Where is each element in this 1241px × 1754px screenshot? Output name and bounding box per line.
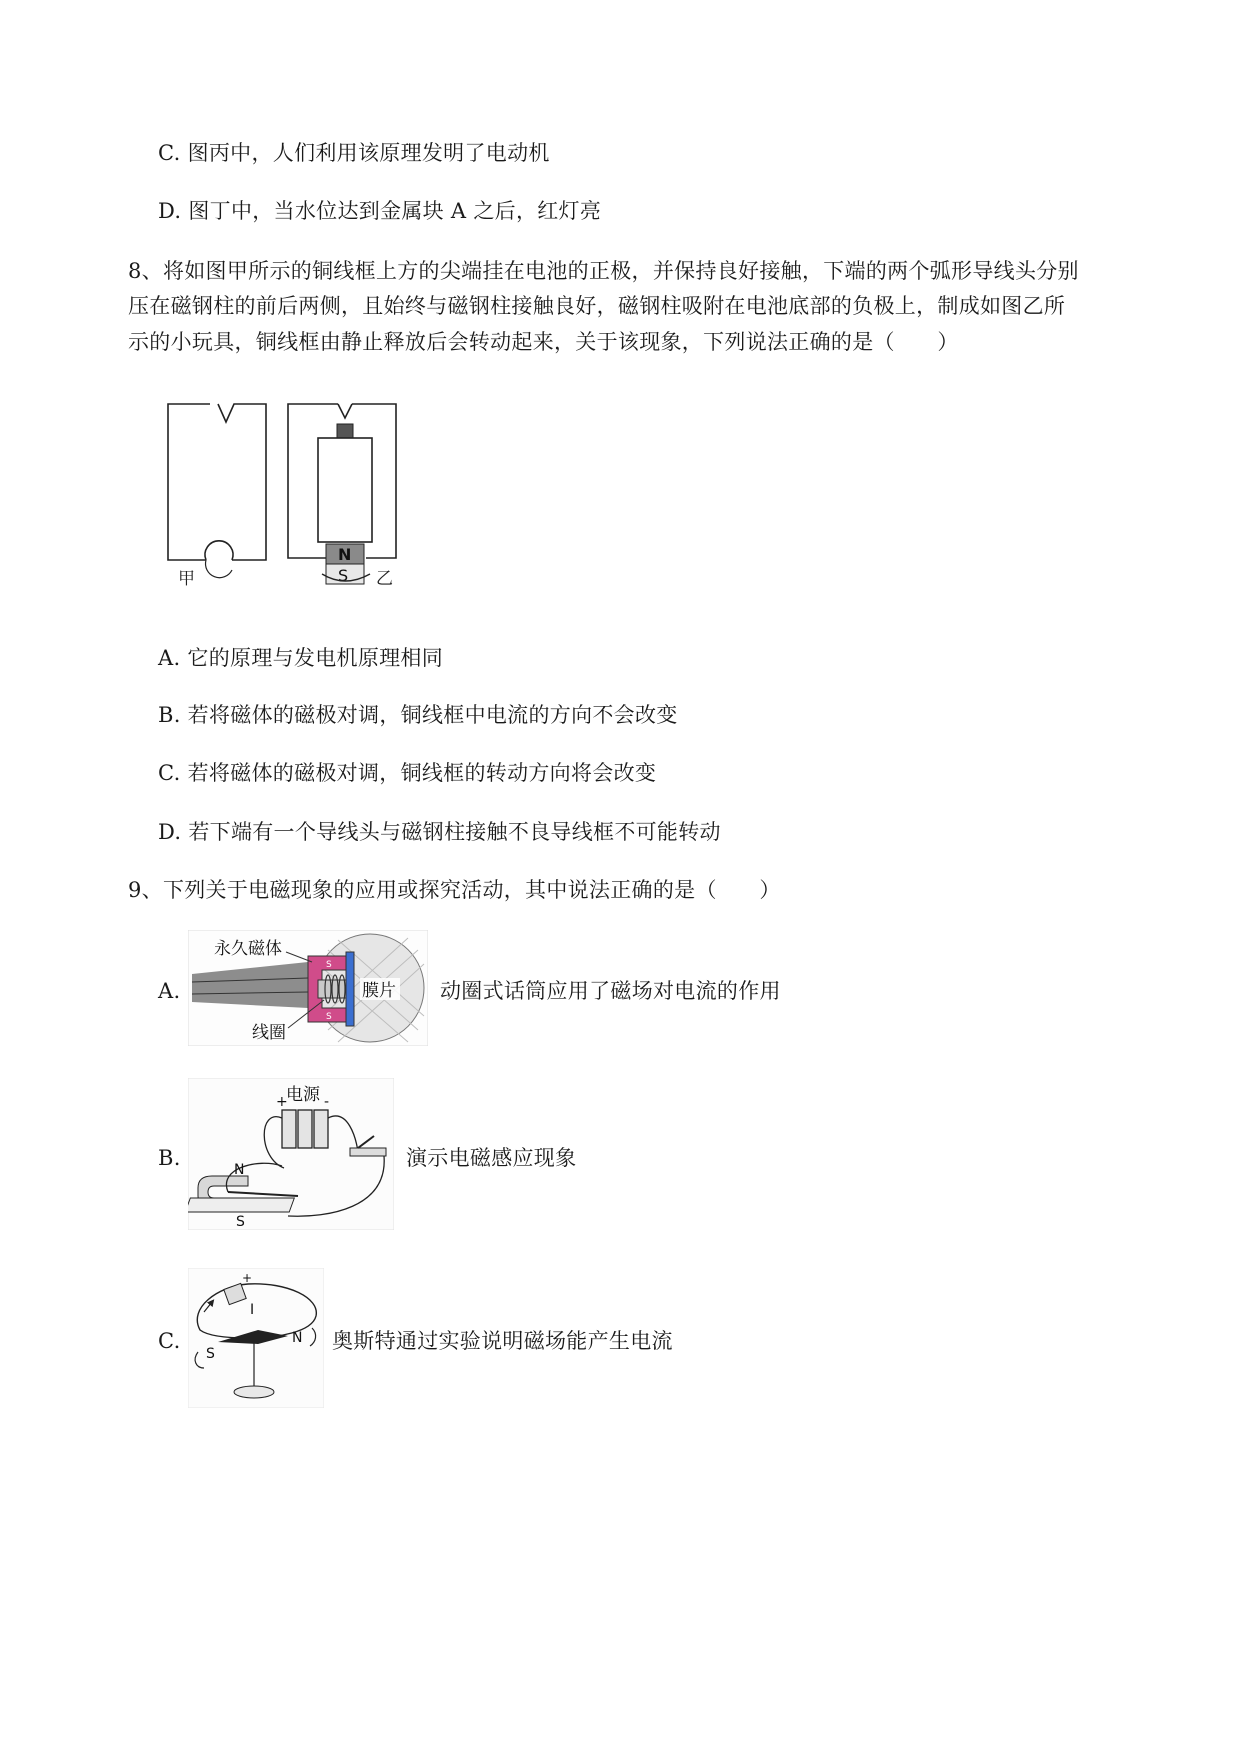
label-jia: 甲 [178, 569, 195, 589]
induction-figure [188, 1078, 394, 1230]
magnet-n-label-b: N [234, 1162, 245, 1178]
q9-option-c-letter: C. [158, 1329, 181, 1353]
magnet-n-label: N [338, 545, 352, 564]
q9-option-c-text: 奥斯特通过实验说明磁场能产生电流 [332, 1329, 673, 1353]
needle-s-label: S [206, 1346, 215, 1362]
permanent-magnet-label: 永久磁体 [214, 939, 282, 959]
q8-option-a: A. 它的原理与发电机原理相同 [158, 646, 444, 670]
q8-stem-line-1: 8、将如图甲所示的铜线框上方的尖端挂在电池的正极，并保持良好接触，下端的两个弧形导线头分别 [128, 259, 1079, 283]
label-yi: 乙 [376, 569, 393, 589]
magnet-s-label-b: S [236, 1214, 245, 1230]
q8-stem-line-2: 压在磁钢柱的前后两侧，且始终与磁钢柱接触良好，磁钢柱吸附在电池底部的负极上，制成如图乙所 [128, 294, 1066, 318]
copper-frame-jia [168, 404, 266, 578]
power-supply-label: 电源 [286, 1085, 320, 1105]
q9-option-b-letter: B. [158, 1146, 181, 1170]
power-minus-label: - [324, 1094, 330, 1110]
battery-plus-label: + [242, 1271, 253, 1285]
q8-stem-line-3: 示的小玩具，铜线框由静止释放后会转动起来，关于该现象，下列说法正确的是（ ） [128, 330, 959, 354]
battery-body [318, 438, 372, 542]
needle-n-label: N [292, 1330, 303, 1346]
magnet-s-bottom: S [326, 1012, 332, 1022]
battery-pack [282, 1110, 328, 1148]
compass-stand [234, 1386, 274, 1398]
q9-stem: 9、下列关于电磁现象的应用或探究活动，其中说法正确的是（ ） [128, 878, 781, 902]
diaphragm [346, 952, 354, 1026]
q8-option-b: B. 若将磁体的磁极对调，铜线框中电流的方向不会改变 [158, 703, 678, 727]
current-label: I [250, 1302, 255, 1318]
q9-option-a-text: 动圈式话筒应用了磁场对电流的作用 [440, 979, 781, 1003]
power-plus-label: + [276, 1094, 288, 1110]
q7-option-c: C. 图丙中，人们利用该原理发明了电动机 [158, 141, 550, 165]
q9-option-a-letter: A. [158, 979, 181, 1003]
microphone-figure [188, 930, 428, 1046]
magnet-s-label: S [338, 566, 349, 585]
magnet-s-top: S [326, 960, 332, 970]
q8-option-d: D. 若下端有一个导线头与磁钢柱接触不良导线框不可能转动 [158, 820, 721, 844]
q7-option-d: D. 图丁中，当水位达到金属块 A 之后，红灯亮 [158, 199, 602, 223]
q8-figure [160, 398, 410, 598]
q8-option-c: C. 若将磁体的磁极对调，铜线框的转动方向将会改变 [158, 761, 657, 785]
coil-label: 线圈 [252, 1023, 286, 1043]
base-board [188, 1198, 294, 1212]
q9-option-b-text: 演示电磁感应现象 [406, 1146, 577, 1170]
diaphragm-label: 膜片 [362, 981, 396, 1001]
battery-positive-terminal [337, 424, 353, 438]
oersted-figure [188, 1268, 324, 1408]
